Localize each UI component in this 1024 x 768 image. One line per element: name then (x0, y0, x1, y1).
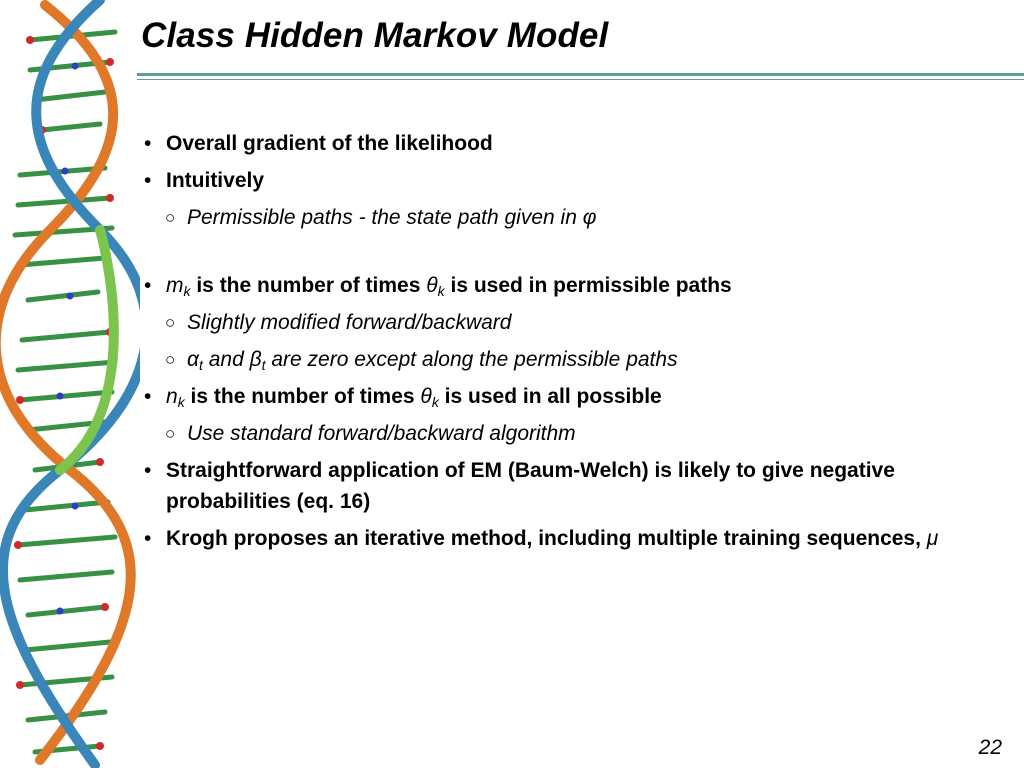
var-theta: θ (420, 385, 432, 408)
dna-strand-2 (3, 0, 140, 765)
var-mu: μ (926, 527, 939, 550)
bullet-text-end: is used in permissible paths (450, 274, 732, 297)
subbullet-modified-fb (141, 307, 1011, 338)
subbullet-circle: ○ (165, 313, 176, 332)
bullet-text-mid: is the number of times (190, 385, 415, 408)
title-rule-thin (137, 79, 1024, 80)
subbullet-text: Permissible paths - the state path given in φ (187, 206, 597, 229)
var-theta: θ (426, 274, 438, 297)
bullet-dot: • (144, 385, 152, 408)
subbullet-text-and: and (208, 348, 244, 371)
subbullet-standard-fb (141, 418, 1011, 449)
bullet-text: Intuitively (166, 169, 265, 192)
bullet-krogh (141, 523, 1011, 554)
var-theta-subscript: k (431, 394, 439, 410)
bullet-text: Krogh proposes an iterative method, including multiple training sequences, (166, 527, 921, 550)
page-number: 22 (978, 736, 1002, 759)
dna-base-pairs (15, 32, 115, 752)
var-m: m (166, 274, 184, 297)
subbullet-circle: ○ (165, 350, 176, 369)
dna-atoms-blue (57, 63, 79, 720)
bullet-text: Overall gradient of the likelihood (166, 132, 493, 155)
var-beta: β (249, 348, 262, 371)
subbullet-text-rest: are zero except along the permissible paths (271, 348, 678, 371)
bullet-nk (141, 381, 1011, 412)
bullet-dot: • (144, 459, 152, 482)
var-alpha-subscript: t (198, 357, 203, 373)
bullet-gradient (141, 128, 1011, 159)
bullet-intuitively (141, 165, 1011, 196)
subbullet-circle: ○ (165, 424, 176, 443)
bullet-list (141, 128, 1011, 560)
bullet-dot: • (144, 527, 152, 550)
bullet-dot: • (144, 169, 152, 192)
var-n: n (166, 385, 178, 408)
bullet-text-end: is used in all possible (444, 385, 662, 408)
subbullet-text: Slightly modified forward/backward (187, 311, 512, 334)
title-rule-thick (137, 73, 1024, 76)
subbullet-circle: ○ (165, 208, 176, 227)
subbullet-alpha-beta (141, 344, 1011, 375)
slide-title: Class Hidden Markov Model (141, 16, 609, 55)
var-alpha: α (187, 348, 199, 371)
dna-helix-image (0, 0, 140, 768)
bullet-text-mid: is the number of times (196, 274, 421, 297)
bullet-dot: • (144, 132, 152, 155)
spacer (141, 239, 1011, 270)
subbullet-permissible-paths (141, 202, 1011, 233)
var-n-subscript: k (177, 394, 185, 410)
bullet-dot: • (144, 274, 152, 297)
var-theta-subscript: k (437, 283, 445, 299)
var-beta-subscript: t (261, 357, 266, 373)
bullet-mk (141, 270, 1011, 301)
bullet-baum-welch (141, 455, 1011, 517)
var-m-subscript: k (183, 283, 191, 299)
subbullet-text: Use standard forward/backward algorithm (187, 422, 576, 445)
bullet-text: Straightforward application of EM (Baum-Welch) is likely to give negative probabilities (eq. 16) (166, 459, 895, 513)
